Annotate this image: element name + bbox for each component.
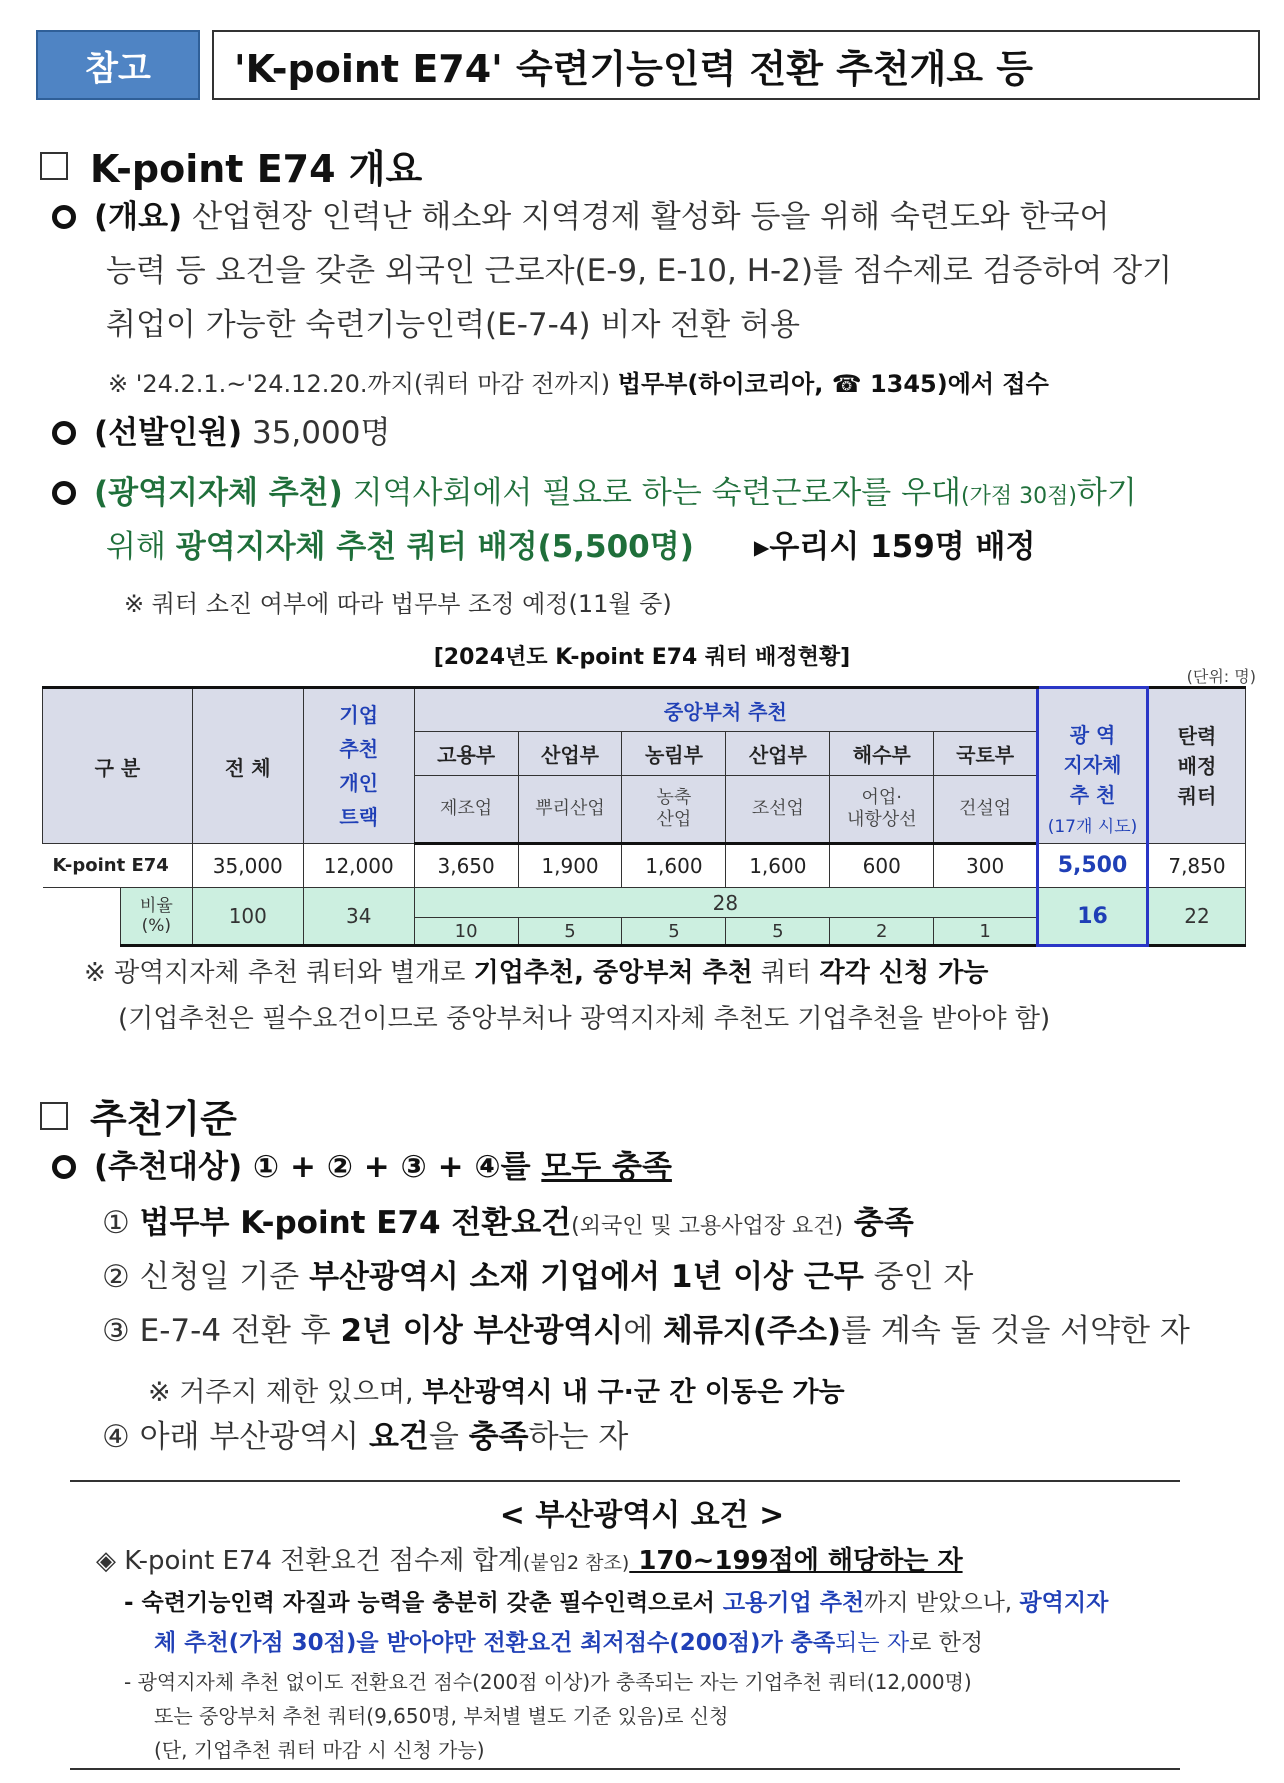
- value-cell: 12,000: [303, 844, 414, 888]
- regional-note: ※ 쿼터 소진 여부에 따라 법무부 조정 예정(11월 중): [124, 590, 672, 618]
- requirements-bottom-rule: [70, 1768, 1180, 1770]
- target-bullet: (추천대상) ① + ② + ③ + ④를 모두 충족: [52, 1140, 1257, 1194]
- ministry-cell: 해수부: [830, 732, 934, 776]
- ratio-cell: 5: [622, 918, 726, 946]
- criterion-1: ① 법무부 K-point E74 전환요건(외국인 및 고용사업장 요건) 충족: [102, 1205, 914, 1241]
- page-header: [36, 30, 1260, 100]
- ratio-cell-regional: 16: [1038, 888, 1148, 946]
- ministry-cell: 농림부: [622, 732, 726, 776]
- section-title: 추천기준: [90, 1097, 237, 1141]
- header-total: 전 체: [192, 688, 303, 844]
- ratio-cell: 5: [518, 918, 622, 946]
- ratio-cell: 34: [303, 888, 414, 946]
- requirement-line: ◈ K-point E74 전환요건 점수제 합계(붙임2 참조) 170~199점에 해당하는 자: [96, 1546, 963, 1576]
- value-cell: 600: [830, 844, 934, 888]
- criterion-3-note: ※ 거주지 제한 있으며, 부산광역시 내 구·군 간 이동은 가능: [148, 1377, 845, 1408]
- table-caption: [2024년도 K-point E74 쿼터 배정현황]: [433, 645, 851, 670]
- header-flex: 탄력 배정 쿼터: [1147, 688, 1245, 844]
- circle-bullet-icon: [52, 1155, 76, 1179]
- ratio-cell: 5: [726, 918, 830, 946]
- selection-bullet: (선발인원) 35,000명: [52, 406, 1257, 460]
- ratio-cell: 1: [934, 918, 1038, 946]
- ministry-cell: 산업부: [726, 732, 830, 776]
- requirement-line: 또는 중앙부처 추천 쿼터(9,650명, 부처별 별도 기준 있음)로 신청: [154, 1704, 729, 1728]
- row-label: K-point E74: [43, 844, 193, 888]
- value-cell: 35,000: [192, 844, 303, 888]
- header-central: 중앙부처 추천: [414, 688, 1037, 732]
- requirement-line: - 광역지자체 추천 없이도 전환요건 점수(200점 이상)가 충족되는 자는 기업추천 쿼터(12,000명): [124, 1670, 972, 1694]
- requirements-top-rule: [70, 1480, 1180, 1482]
- overview-note: ※ '24.2.1.~'24.12.20.까지(쿼터 마감 전까지) 법무부(하이코리아, ☎ 1345)에서 접수: [108, 370, 1049, 398]
- ratio-cell: 10: [414, 918, 518, 946]
- industry-cell: 제조업: [414, 776, 518, 844]
- criterion-4: ④ 아래 부산광역시 요건을 충족하는 자: [102, 1419, 629, 1455]
- header-gubun: 구 분: [43, 688, 193, 844]
- overview-bullet: (개요) 산업현장 인력난 해소와 지역경제 활성화 등을 위해 숙련도와 한국어: [52, 190, 1257, 244]
- value-cell: 3,650: [414, 844, 518, 888]
- section-title: K-point E74 개요: [90, 147, 423, 191]
- value-cell: 1,600: [622, 844, 726, 888]
- reference-badge: 참고: [36, 30, 200, 100]
- value-cell: 300: [934, 844, 1038, 888]
- circle-bullet-icon: [52, 421, 76, 445]
- ratio-label: 비율 (%): [120, 888, 192, 946]
- table-row: [43, 844, 1246, 888]
- value-cell: 1,600: [726, 844, 830, 888]
- industry-cell: 건설업: [934, 776, 1038, 844]
- ratio-cell-central: 28: [414, 888, 1037, 918]
- value-cell: 1,900: [518, 844, 622, 888]
- regional-line2: 위해 광역지자체 추천 쿼터 배정(5,500명) ▸우리시 159명 배정: [106, 529, 1036, 565]
- section-overview-heading: [40, 138, 422, 193]
- industry-cell: 어업· 내항상선: [830, 776, 934, 844]
- regional-bullet: (광역지자체 추천) 지역사회에서 필요로 하는 숙련근로자를 우대(가점 30점)하기: [52, 466, 1257, 524]
- requirement-line: - 숙련기능인력 자질과 능력을 충분히 갖춘 필수인력으로서 고용기업 추천까지 받았으나, 광역지자: [124, 1590, 1109, 1616]
- value-cell: 7,850: [1147, 844, 1245, 888]
- table-unit: (단위: 명): [1186, 667, 1256, 686]
- ministry-cell: 산업부: [518, 732, 622, 776]
- ministry-cell: 고용부: [414, 732, 518, 776]
- criterion-3: ③ E-7-4 전환 후 2년 이상 부산광역시에 체류지(주소)를 계속 둘 것을 서약한 자: [102, 1313, 1190, 1349]
- requirements-title: < 부산광역시 요건 >: [499, 1498, 785, 1533]
- requirement-line: (단, 기업추천 쿼터 마감 시 신청 가능): [154, 1738, 485, 1762]
- header-company: 기업 추천 개인 트랙: [303, 688, 414, 844]
- requirement-line: 체 추천(가점 30점)을 받아야만 전환요건 최저점수(200점)가 충족되는 자로 한정: [154, 1630, 984, 1656]
- quota-table: [42, 686, 1246, 947]
- section-criteria-heading: [40, 1088, 237, 1143]
- ministry-cell: 국토부: [934, 732, 1038, 776]
- page-title: 'K-point E74' 숙련기능인력 전환 추천개요 등: [212, 30, 1260, 100]
- checkbox-square-icon: [40, 1102, 68, 1130]
- circle-bullet-icon: [52, 205, 76, 229]
- table-note-line2: (기업추천은 필수요건이므로 중앙부처나 광역지자체 추천도 기업추천을 받아야 함): [118, 1004, 1051, 1034]
- industry-cell: 농축 산업: [622, 776, 726, 844]
- ratio-cell: 2: [830, 918, 934, 946]
- industry-cell: 뿌리산업: [518, 776, 622, 844]
- criterion-2: ② 신청일 기준 부산광역시 소재 기업에서 1년 이상 근무 중인 자: [102, 1259, 974, 1295]
- value-cell-regional: 5,500: [1038, 844, 1148, 888]
- ratio-cell: 100: [192, 888, 303, 946]
- header-regional: 광 역 지자체 추 천 (17개 시도): [1038, 688, 1148, 844]
- table-note-line1: ※ 광역지자체 추천 쿼터와 별개로 기업추천, 중앙부처 추천 쿼터 각각 신청 가능: [84, 958, 989, 988]
- checkbox-square-icon: [40, 152, 68, 180]
- overview-line3: 취업이 가능한 숙련기능인력(E-7-4) 비자 전환 허용: [106, 307, 800, 343]
- ratio-cell: 22: [1147, 888, 1245, 946]
- industry-cell: 조선업: [726, 776, 830, 844]
- ratio-row: [43, 888, 1246, 918]
- overview-line2: 능력 등 요건을 갖춘 외국인 근로자(E-9, E-10, H-2)를 점수제로 검증하여 장기: [106, 253, 1173, 289]
- circle-bullet-icon: [52, 481, 76, 505]
